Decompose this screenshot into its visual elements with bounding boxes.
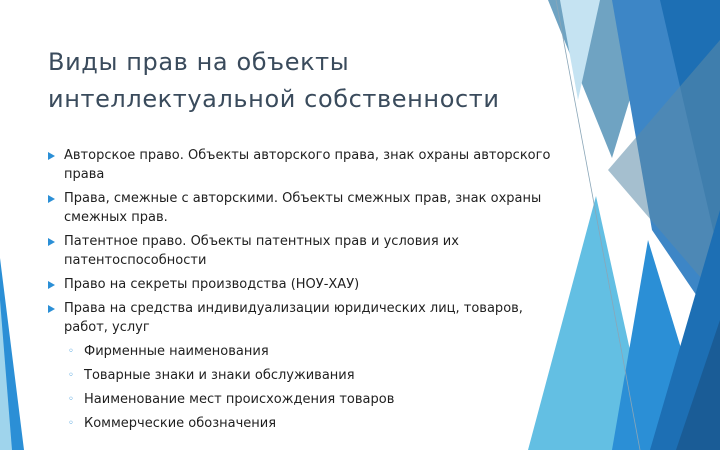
slide-title: Виды прав на объекты интеллектуальной собственности xyxy=(48,48,500,113)
list-item xyxy=(48,189,568,227)
circle-bullet-icon: ◦ xyxy=(68,394,74,405)
sub-list-item xyxy=(48,390,568,409)
triangle-bullet-icon xyxy=(48,281,55,289)
circle-bullet-icon: ◦ xyxy=(68,370,74,381)
list-item-text: Права на средства индивидуализации юридических лиц, товаров, работ, услуг xyxy=(64,301,523,335)
sub-list-item-text: Коммерческие обозначения xyxy=(84,416,277,431)
list-item xyxy=(48,232,568,270)
triangle-bullet-icon xyxy=(48,305,55,313)
sub-list-item xyxy=(48,342,568,361)
triangle-bullet-icon xyxy=(48,238,55,246)
list-item xyxy=(48,275,568,294)
list-item xyxy=(48,146,568,184)
sub-list-item-text: Товарные знаки и знаки обслуживания xyxy=(84,368,355,383)
list-item-text: Патентное право. Объекты патентных прав и условия их патентоспособности xyxy=(64,234,459,268)
list-item xyxy=(48,299,568,337)
bullet-list xyxy=(48,146,568,438)
circle-bullet-icon: ◦ xyxy=(68,346,74,357)
list-item-text: Права, смежные с авторскими. Объекты смежных прав, знак охраны смежных прав. xyxy=(64,191,542,225)
triangle-bullet-icon xyxy=(48,195,55,203)
list-item-text: Право на секреты производства (НОУ-ХАУ) xyxy=(64,277,360,292)
circle-bullet-icon: ◦ xyxy=(68,418,74,429)
list-item-text: Авторское право. Объекты авторского права, знак охраны авторского права xyxy=(64,148,551,182)
sub-list-item xyxy=(48,414,568,433)
sub-list-item-text: Наименование мест происхождения товаров xyxy=(84,392,395,407)
triangle-bullet-icon xyxy=(48,152,55,160)
sub-list-item xyxy=(48,366,568,385)
sub-list-item-text: Фирменные наименования xyxy=(84,344,269,359)
